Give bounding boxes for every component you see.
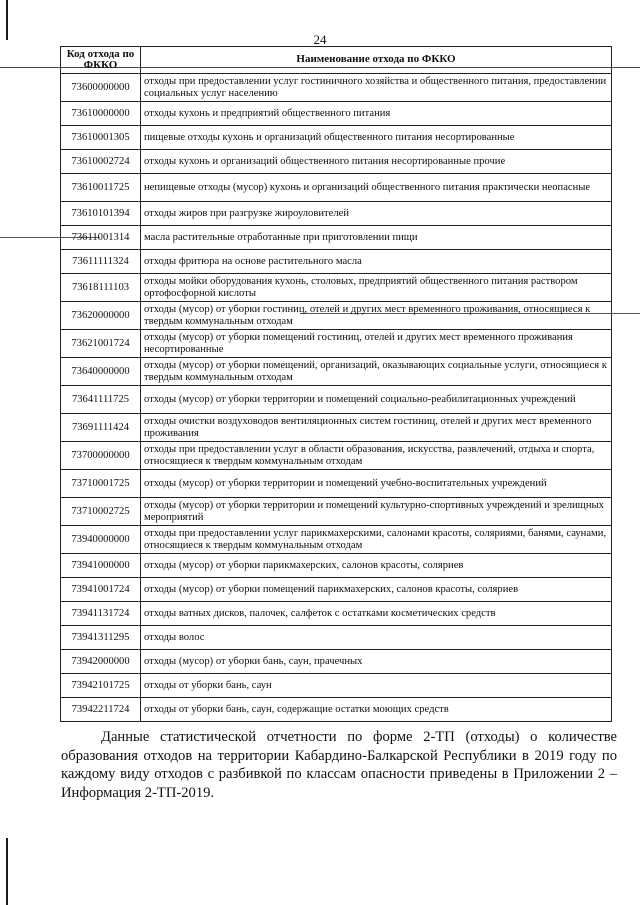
- waste-code-cell: 73618111103: [61, 274, 141, 302]
- table-row: [61, 498, 612, 526]
- waste-code-cell: 73620000000: [61, 302, 141, 330]
- waste-name-cell: отходы мойки оборудования кухонь, столовых, предприятий общественного питания раствором ортофосфорной кислоты: [141, 274, 612, 302]
- waste-name-cell: отходы волос: [141, 626, 612, 650]
- waste-code-cell: 73600000000: [61, 74, 141, 102]
- waste-name-cell: отходы (мусор) от уборки помещений гостиниц, отелей и других мест временного проживания несортированные: [141, 330, 612, 358]
- table-row: [61, 226, 612, 250]
- table-row: [61, 302, 612, 330]
- statistics-paragraph: Данные статистической отчетности по форме 2-ТП (отходы) о количестве образования отходов на территории Кабардино-Балкарской Республики в 2019 году по каждому виду отходов с разбивкой по классам опасности приведены в Приложении 2 – Информация 2-ТП-2019.: [61, 729, 617, 801]
- scan-edge-mark-bottom: [6, 838, 8, 905]
- waste-name-cell: отходы (мусор) от уборки бань, саун, прачечных: [141, 650, 612, 674]
- waste-name-cell: отходы от уборки бань, саун, содержащие остатки моющих средств: [141, 698, 612, 722]
- waste-code-cell: 73610001305: [61, 126, 141, 150]
- waste-name-cell: отходы при предоставлении услуг в области образования, искусства, развлечений, отдыха и спорта, относящиеся к твердым коммунальным отходам: [141, 442, 612, 470]
- waste-name-cell: отходы (мусор) от уборки территории и помещений культурно-спортивных учреждений и зрелищных мероприятий: [141, 498, 612, 526]
- waste-code-cell: 73611111324: [61, 250, 141, 274]
- table-row: [61, 554, 612, 578]
- table-row: [61, 578, 612, 602]
- header-code: Код отхода по ФККО: [61, 47, 141, 74]
- waste-name-cell: отходы (мусор) от уборки помещений, организаций, оказывающих социальные услуги, относящиеся к твердым коммунальным отходам: [141, 358, 612, 386]
- waste-code-cell: 73942211724: [61, 698, 141, 722]
- table-row: [61, 526, 612, 554]
- waste-code-cell: 73640000000: [61, 358, 141, 386]
- waste-name-cell: отходы (мусор) от уборки территории и помещений учебно-воспитательных учреждений: [141, 470, 612, 498]
- table-row: [61, 74, 612, 102]
- waste-code-cell: 73940000000: [61, 526, 141, 554]
- waste-name-cell: отходы кухонь и предприятий общественного питания: [141, 102, 612, 126]
- table-row: [61, 174, 612, 202]
- table-row: [61, 414, 612, 442]
- table-row: [61, 626, 612, 650]
- waste-code-cell: 73941311295: [61, 626, 141, 650]
- table-row: [61, 330, 612, 358]
- waste-name-cell: отходы при предоставлении услуг парикмахерскими, салонами красоты, соляриями, банями, саунами, относящиеся к твердым коммунальным отходам: [141, 526, 612, 554]
- table-row: [61, 442, 612, 470]
- waste-code-cell: 73710002725: [61, 498, 141, 526]
- waste-name-cell: отходы кухонь и организаций общественного питания несортированные прочие: [141, 150, 612, 174]
- table-header-row: [61, 47, 612, 74]
- waste-code-cell: 73611001314: [61, 226, 141, 250]
- table-row: [61, 102, 612, 126]
- header-name: Наименование отхода по ФККО: [141, 47, 612, 74]
- table-row: [61, 202, 612, 226]
- waste-code-cell: 73942000000: [61, 650, 141, 674]
- table-row: [61, 274, 612, 302]
- table-row: [61, 650, 612, 674]
- waste-name-cell: отходы (мусор) от уборки гостиниц, отелей и других мест временного проживания, относящиеся к твердым коммунальным отходам: [141, 302, 612, 330]
- waste-code-cell: 73700000000: [61, 442, 141, 470]
- table-body: [61, 74, 612, 722]
- waste-name-cell: отходы фритюра на основе растительного масла: [141, 250, 612, 274]
- waste-code-cell: 73942101725: [61, 674, 141, 698]
- waste-code-cell: 73610011725: [61, 174, 141, 202]
- table-row: [61, 470, 612, 498]
- page-number: 24: [313, 32, 327, 47]
- waste-code-cell: 73610101394: [61, 202, 141, 226]
- waste-name-cell: масла растительные отработанные при приготовлении пищи: [141, 226, 612, 250]
- waste-name-cell: отходы (мусор) от уборки парикмахерских, салонов красоты, соляриев: [141, 554, 612, 578]
- table-row: [61, 126, 612, 150]
- waste-code-cell: 73710001725: [61, 470, 141, 498]
- table-row: [61, 698, 612, 722]
- table-row: [61, 674, 612, 698]
- waste-code-cell: 73691111424: [61, 414, 141, 442]
- waste-name-cell: отходы при предоставлении услуг гостиничного хозяйства и общественного питания, предоставлении социальных услуг населению: [141, 74, 612, 102]
- waste-code-cell: 73941131724: [61, 602, 141, 626]
- waste-name-cell: непищевые отходы (мусор) кухонь и организаций общественного питания практически неопасные: [141, 174, 612, 202]
- waste-code-cell: 73610002724: [61, 150, 141, 174]
- waste-name-cell: отходы очистки воздуховодов вентиляционных систем гостиниц, отелей и других мест временного проживания: [141, 414, 612, 442]
- table-row: [61, 250, 612, 274]
- waste-name-cell: отходы от уборки бань, саун: [141, 674, 612, 698]
- waste-name-cell: отходы жиров при разгрузке жироуловителей: [141, 202, 612, 226]
- table-row: [61, 602, 612, 626]
- table-row: [61, 386, 612, 414]
- waste-code-cell: 73941000000: [61, 554, 141, 578]
- waste-code-cell: 73610000000: [61, 102, 141, 126]
- table-row: [61, 150, 612, 174]
- waste-code-table: [60, 46, 612, 722]
- waste-name-cell: пищевые отходы кухонь и организаций общественного питания несортированные: [141, 126, 612, 150]
- waste-code-cell: 73621001724: [61, 330, 141, 358]
- waste-code-cell: 73641111725: [61, 386, 141, 414]
- waste-code-cell: 73941001724: [61, 578, 141, 602]
- waste-name-cell: отходы ватных дисков, палочек, салфеток с остатками косметических средств: [141, 602, 612, 626]
- waste-name-cell: отходы (мусор) от уборки помещений парикмахерских, салонов красоты, соляриев: [141, 578, 612, 602]
- waste-name-cell: отходы (мусор) от уборки территории и помещений социально-реабилитационных учреждений: [141, 386, 612, 414]
- table-row: [61, 358, 612, 386]
